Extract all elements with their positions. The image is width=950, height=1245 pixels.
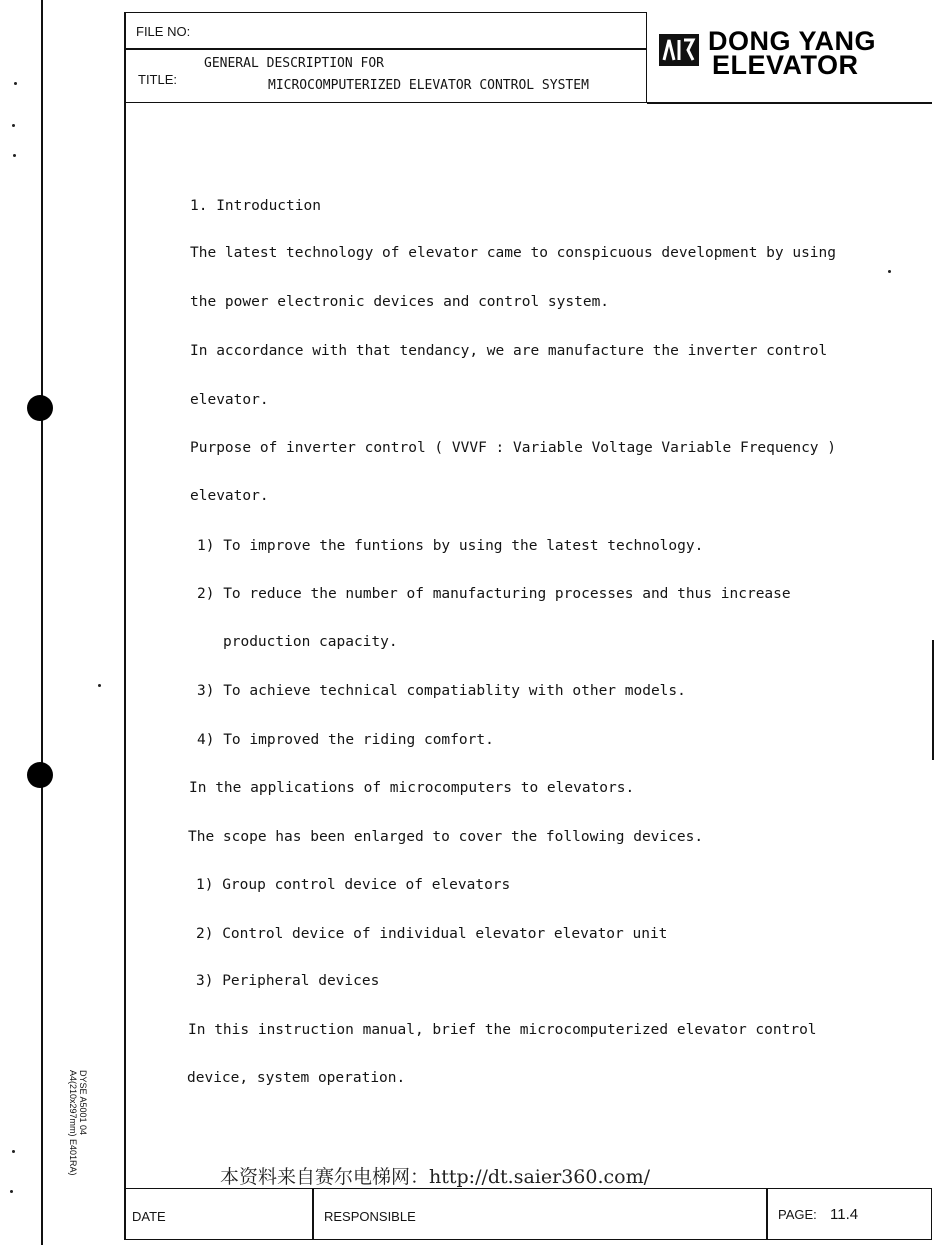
device-item-1: 1) Group control device of elevators <box>196 877 511 893</box>
company-logo-line2: ELEVATOR <box>712 50 859 80</box>
body-line-3: In accordance with that tendancy, we are manufacture the inverter control <box>190 343 828 359</box>
body-line-8: The scope has been enlarged to cover the following devices. <box>188 829 704 845</box>
body-line-9: In this instruction manual, brief the microcomputerized elevator control <box>188 1022 817 1038</box>
purpose-item-4: 4) To improved the riding comfort. <box>197 732 494 748</box>
device-item-3: 3) Peripheral devices <box>196 973 380 989</box>
purpose-item-3: 3) To achieve technical compatiablity with other models. <box>197 683 686 699</box>
scan-speck <box>98 684 101 687</box>
form-code-line1: DYSE A5001 04 <box>78 1070 88 1136</box>
body-line-5: Purpose of inverter control ( VVVF : Variable Voltage Variable Frequency ) <box>190 440 837 456</box>
company-logo-line1: DONG YANG <box>708 26 877 56</box>
file-no-label: FILE NO: <box>136 24 191 39</box>
page-label: PAGE: <box>778 1207 817 1222</box>
scan-speck <box>888 270 891 273</box>
scan-speck <box>12 124 15 127</box>
footer-divider-2 <box>766 1188 768 1240</box>
scan-speck <box>13 154 16 157</box>
header-underline <box>647 102 932 104</box>
binder-margin-line <box>41 0 43 1245</box>
document-title-line2: MICROCOMPUTERIZED ELEVATOR CONTROL SYSTEM <box>268 78 589 93</box>
body-line-1: The latest technology of elevator came to conspicuous development by using <box>190 245 837 261</box>
frame-right-line <box>932 640 934 760</box>
form-code <box>68 1070 88 1230</box>
purpose-item-2-cont: production capacity. <box>223 634 398 650</box>
body-line-6: elevator. <box>190 488 269 504</box>
dong-yang-emblem-icon <box>659 34 699 66</box>
purpose-item-1: 1) To improve the funtions by using the latest technology. <box>197 538 704 554</box>
punch-hole-bottom <box>27 762 53 788</box>
responsible-label: RESPONSIBLE <box>324 1209 416 1224</box>
scan-speck <box>12 1150 15 1153</box>
scan-speck <box>14 82 17 85</box>
body-line-2: the power electronic devices and control system. <box>190 294 610 310</box>
section-heading: 1. Introduction <box>190 198 321 214</box>
punch-hole-top <box>27 395 53 421</box>
frame-left-line <box>124 12 126 1240</box>
body-line-10: device, system operation. <box>187 1070 406 1086</box>
body-line-4: elevator. <box>190 392 269 408</box>
body-line-7: In the applications of microcomputers to elevators. <box>189 780 635 796</box>
purpose-item-2: 2) To reduce the number of manufacturing processes and thus increase <box>197 586 791 602</box>
scan-speck <box>10 1190 13 1193</box>
date-label: DATE <box>132 1209 166 1224</box>
document-title-line1: GENERAL DESCRIPTION FOR <box>204 56 385 71</box>
page-number: 11.4 <box>830 1206 859 1223</box>
title-label: TITLE: <box>138 72 178 87</box>
header-divider <box>124 48 647 50</box>
footer-divider-1 <box>312 1188 314 1240</box>
source-watermark: 本资料来自赛尔电梯网：http://dt.saier360.com/ <box>220 1166 650 1188</box>
device-item-2: 2) Control device of individual elevator elevator unit <box>196 926 668 942</box>
form-code-line2: A4(210x297mm) E401RA) <box>68 1070 78 1176</box>
